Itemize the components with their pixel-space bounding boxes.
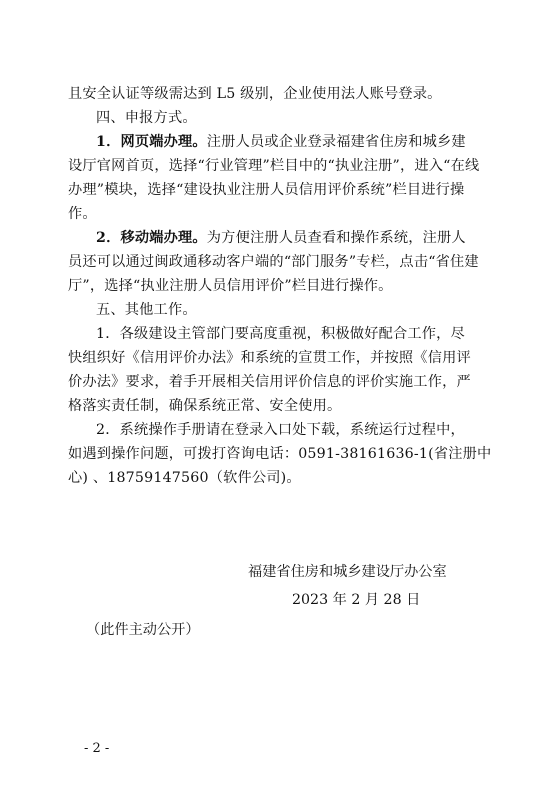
item-1-text: 注册人员或企业登录福建省住房和城乡建 — [206, 134, 466, 150]
section-heading-4: 四、申报方式。 — [96, 110, 197, 126]
item-3-line-4: 格落实责任制，确保系统正常、安全使用。 — [68, 398, 342, 414]
item-2-line-1 — [96, 228, 516, 248]
signature-date: 2023 年 2 月 28 日 — [292, 592, 421, 608]
item-4-line-2: 如遇到操作问题，可拨打咨询电话：0591-38161636-1(省注册中 — [68, 446, 492, 462]
section-heading-5: 五、其他工作。 — [96, 302, 197, 318]
disclosure-note: （此件主动公开） — [86, 622, 200, 638]
item-1-line-2: 设厅官网首页，选择“行业管理”栏目中的“执业注册”，进入“在线 — [68, 158, 480, 174]
item-2-line-3: 厅”，选择“执业注册人员信用评价”栏目进行操作。 — [68, 278, 393, 294]
item-4-line-3: 心) 、18759147560（软件公司)。 — [68, 470, 301, 486]
item-3-line-1: 1．各级建设主管部门要高度重视，积极做好配合工作，尽 — [96, 326, 465, 342]
item-1-heading: 1．网页端办理。 — [96, 134, 207, 150]
item-3-line-2: 快组织好《信用评价办法》和系统的宣贯工作，并按照《信用评 — [68, 350, 471, 366]
item-2-heading: 2．移动端办理。 — [96, 230, 207, 246]
item-1-line-3: 办理”模块，选择“建设执业注册人员信用评价系统”栏目进行操 — [68, 182, 465, 198]
item-4-line-1: 2．系统操作手册请在登录入口处下载，系统运行过程中， — [96, 422, 465, 438]
paragraph-line: 且安全认证等级需达到 L5 级别，企业使用法人账号登录。 — [68, 86, 442, 102]
page-number: - 2 - — [84, 741, 110, 756]
item-2-text: 为方便注册人员查看和操作系统，注册人 — [206, 230, 466, 246]
signature-organization: 福建省住房和城乡建设厅办公室 — [248, 564, 447, 580]
item-1-line-1 — [96, 132, 516, 152]
item-2-line-2: 员还可以通过闽政通移动客户端的“部门服务”专栏，点击“省住建 — [68, 254, 479, 270]
item-3-line-3: 价办法》要求，着手开展相关信用评价信息的评价实施工作，严 — [68, 374, 471, 390]
item-1-line-4: 作。 — [68, 206, 97, 222]
